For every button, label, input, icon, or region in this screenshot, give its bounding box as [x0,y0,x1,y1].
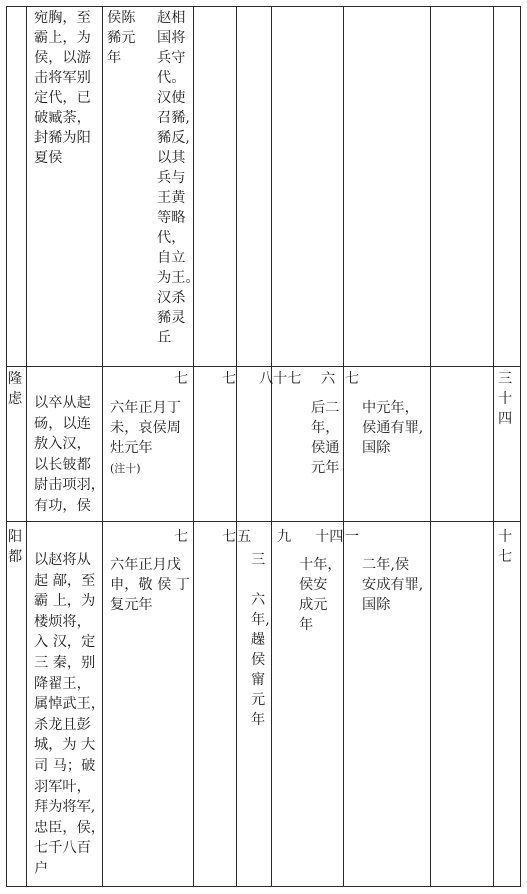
row2-col5-text: 后二 年， 侯通 元年 [311,400,340,476]
row3-col5: 九 [277,529,292,545]
row-divider-bottom [6,886,521,887]
row3-col2-num: 七 [174,529,189,545]
row2-col6: 七 [345,371,360,387]
row3-col3: 七 [222,529,237,545]
row3-col5b: 十四 [315,529,344,545]
row3-col5-text: 十年， 侯安 成元 年 [299,557,342,633]
row1-col3: 赵相 国将 兵守 代。 汉使 召豨, 豨反, 以其 兵与 王黄 等略 代， 自立 为王。 汉杀 豨灵 丘 [157,10,200,346]
row3-name: 阳 都 [8,529,23,565]
row1-col1: 宛胸，至 霸上，为 侯，以游 击将军别 定代，已 破臧荼， 封豨为阳 夏侯 [34,10,91,166]
row3-col2: 六年正月戊 申，敬 侯 丁 复元年 [110,557,190,613]
col-divider-8 [493,6,494,887]
col-divider-1 [26,6,27,887]
row-divider-top [6,6,521,7]
row2-col1: 以卒从起 砀，以连 敖入汉， 以长铍都 尉击项羽， 有功，侯 [34,395,105,514]
col-divider-0 [6,6,7,887]
row-divider-2 [6,521,521,522]
row2-col5b: 六 [321,371,336,387]
row-divider-1 [6,366,521,367]
row2-col2-num: 七 [174,371,189,387]
row3-col8: 十 七 [498,529,513,565]
row1-col2: 侯陈 豨元 年 [107,10,136,66]
row2-col5: 十七 [273,371,302,387]
row3-col6: 一 [345,529,360,545]
row3-col4: 五 [237,529,252,545]
col-divider-5 [271,6,272,887]
row2-col2-note: (注十) [110,462,141,475]
col-divider-9 [520,6,521,887]
row3-col1: 以赵将从 起 鄗，至 霸 上，为 楼烦将， 入 汉，定 三 秦，别 降翟王， 属悼武王， 杀龙且彭 城，为 大 司 马；破 羽军叶， 拜为将军, 忠臣，侯， 七千八百 户 [34,552,105,877]
row2-col4: 八 [259,371,274,387]
col-divider-7 [430,6,431,887]
row2-col6-text: 中元年， 侯通有罪, 国除 [362,400,424,456]
row2-col2: 六年正月丁 未，哀侯周 灶元年 [110,400,181,456]
row2-col8: 三 十 四 [498,371,513,427]
row2-col3: 七 [222,371,237,387]
col-divider-6 [343,6,344,887]
row3-col6-text: 二年,侯 安成有罪, 国除 [362,557,424,613]
col-divider-4 [236,6,237,887]
row3-col4-text: 三 六 年, 趮 侯 甯 元 年 [251,552,270,728]
row2-name: 隆 虑 [8,371,23,407]
